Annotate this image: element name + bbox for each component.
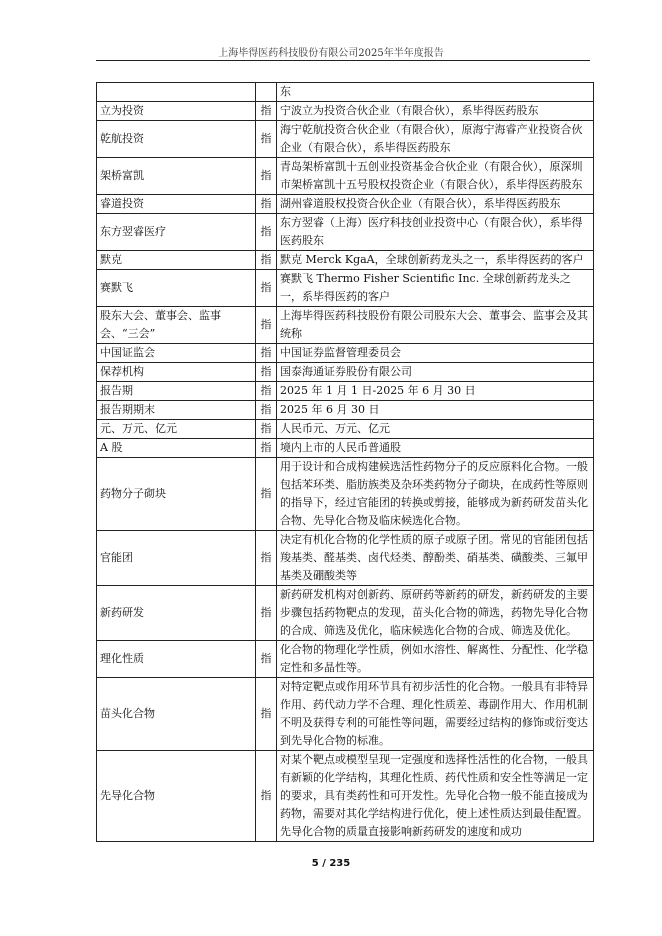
term-cell: 默克 [97,251,256,270]
separator-cell: 指 [256,586,277,641]
definition-cell: 决定有机化合物的化学性质的原子或原子团。常见的官能团包括羧基类、醛基类、卤代烃类、醇酚类、硝基类、磺酸类、三氟甲基类及硼酸类等 [277,531,594,586]
table-row [97,458,594,531]
term-cell: 新药研发 [97,586,256,641]
term-cell: 架桥富凯 [97,158,256,195]
table-row [97,307,594,344]
separator-cell: 指 [256,420,277,439]
separator-cell: 指 [256,102,277,121]
definition-cell: 对某个靶点或模型呈现一定强度和选择性活性的化合物，一般具有新颖的化学结构，其理化性质、药代性质和安全性等满足一定的要求，具有类药性和可开发性。先导化合物一般不能直接成为药物，需要对其化学结构进行优化，使上述性质达到最佳配置。先导化合物的质量直接影响新药研发的速度和成功 [277,751,594,842]
term-cell: 赛默飞 [97,270,256,307]
table-row [97,121,594,158]
definitions-table [96,82,594,842]
term-cell: 先导化合物 [97,751,256,842]
definition-cell: 用于设计和合成构建候选活性药物分子的反应原料化合物。一般包括苯环类、脂肪族类及杂环类药物分子砌块，在成药性等原则的指导下，经过官能团的转换或剪接，能够成为新药研发苗头化合物、先导化合物及临床候选化合物。 [277,458,594,531]
term-cell: 睿道投资 [97,195,256,214]
separator-cell: 指 [256,531,277,586]
separator-cell [256,83,277,102]
table-row [97,102,594,121]
table-row [97,83,594,102]
term-cell: 中国证监会 [97,344,256,363]
separator-cell: 指 [256,158,277,195]
definition-cell: 国泰海通证券股份有限公司 [277,363,594,382]
definition-cell: 东 [277,83,594,102]
table-row [97,586,594,641]
header-divider [96,60,590,61]
separator-cell: 指 [256,751,277,842]
term-cell: 药物分子砌块 [97,458,256,531]
definition-cell: 2025 年 1 月 1 日-2025 年 6 月 30 日 [277,382,594,401]
separator-cell: 指 [256,121,277,158]
definition-cell: 2025 年 6 月 30 日 [277,401,594,420]
separator-cell: 指 [256,439,277,458]
table-row [97,401,594,420]
table-row [97,382,594,401]
table-row [97,678,594,751]
table-row [97,363,594,382]
definition-cell: 对特定靶点或作用环节具有初步活性的化合物。一般具有非特异作用、药代动力学不合理、理化性质差、毒副作用大、作用机制不明及获得专利的可能性等问题，需要经过结构的修饰或衍变达到先导化合物的标准。 [277,678,594,751]
separator-cell: 指 [256,641,277,678]
term-cell: 报告期 [97,382,256,401]
separator-cell: 指 [256,270,277,307]
definition-cell: 人民币元、万元、亿元 [277,420,594,439]
table-row [97,420,594,439]
table-row [97,344,594,363]
term-cell: 股东大会、董事会、监事会、“三会” [97,307,256,344]
term-cell: 理化性质 [97,641,256,678]
separator-cell: 指 [256,678,277,751]
separator-cell: 指 [256,307,277,344]
table-row [97,439,594,458]
definition-cell: 化合物的物理化学性质，例如水溶性、解离性、分配性、化学稳定性和多晶性等。 [277,641,594,678]
separator-cell: 指 [256,344,277,363]
page-header: 上海毕得医药科技股份有限公司2025年半年度报告 [218,48,444,59]
page-number: 5 / 235 [311,858,351,869]
separator-cell: 指 [256,195,277,214]
term-cell: 报告期期末 [97,401,256,420]
table-row [97,641,594,678]
definition-cell: 赛默飞 Thermo Fisher Scientific Inc. 全球创新药龙头之一，系毕得医药的客户 [277,270,594,307]
separator-cell: 指 [256,458,277,531]
table-row [97,270,594,307]
separator-cell: 指 [256,214,277,251]
definition-cell: 境内上市的人民币普通股 [277,439,594,458]
definition-cell: 默克 Merck KgaA，全球创新药龙头之一，系毕得医药的客户 [277,251,594,270]
definition-cell: 海宁乾航投资合伙企业（有限合伙），原海宁海睿产业投资合伙企业（有限合伙），系毕得医药股东 [277,121,594,158]
table-row [97,214,594,251]
term-cell: 东方翌睿医疗 [97,214,256,251]
definition-cell: 上海毕得医药科技股份有限公司股东大会、董事会、监事会及其统称 [277,307,594,344]
table-row [97,531,594,586]
term-cell [97,83,256,102]
definition-cell: 青岛架桥富凯十五创业投资基金合伙企业（有限合伙），原深圳市架桥富凯十五号股权投资企业（有限合伙），系毕得医药股东 [277,158,594,195]
term-cell: 元、万元、亿元 [97,420,256,439]
term-cell: 苗头化合物 [97,678,256,751]
table-row [97,751,594,842]
definition-cell: 东方翌睿（上海）医疗科技创业投资中心（有限合伙），系毕得医药股东 [277,214,594,251]
term-cell: 立为投资 [97,102,256,121]
separator-cell: 指 [256,401,277,420]
table-row [97,158,594,195]
table-row [97,251,594,270]
term-cell: A 股 [97,439,256,458]
term-cell: 官能团 [97,531,256,586]
separator-cell: 指 [256,363,277,382]
term-cell: 乾航投资 [97,121,256,158]
definition-cell: 中国证券监督管理委员会 [277,344,594,363]
definition-cell: 湖州睿道股权投资合伙企业（有限合伙），系毕得医药股东 [277,195,594,214]
definition-cell: 新药研发机构对创新药、原研药等新药的研发，新药研发的主要步骤包括药物靶点的发现，苗头化合物的筛选，药物先导化合物的合成、筛选及优化，临床候选化合物的合成、筛选及优化。 [277,586,594,641]
table-row [97,195,594,214]
separator-cell: 指 [256,251,277,270]
term-cell: 保荐机构 [97,363,256,382]
separator-cell: 指 [256,382,277,401]
definition-cell: 宁波立为投资合伙企业（有限合伙），系毕得医药股东 [277,102,594,121]
